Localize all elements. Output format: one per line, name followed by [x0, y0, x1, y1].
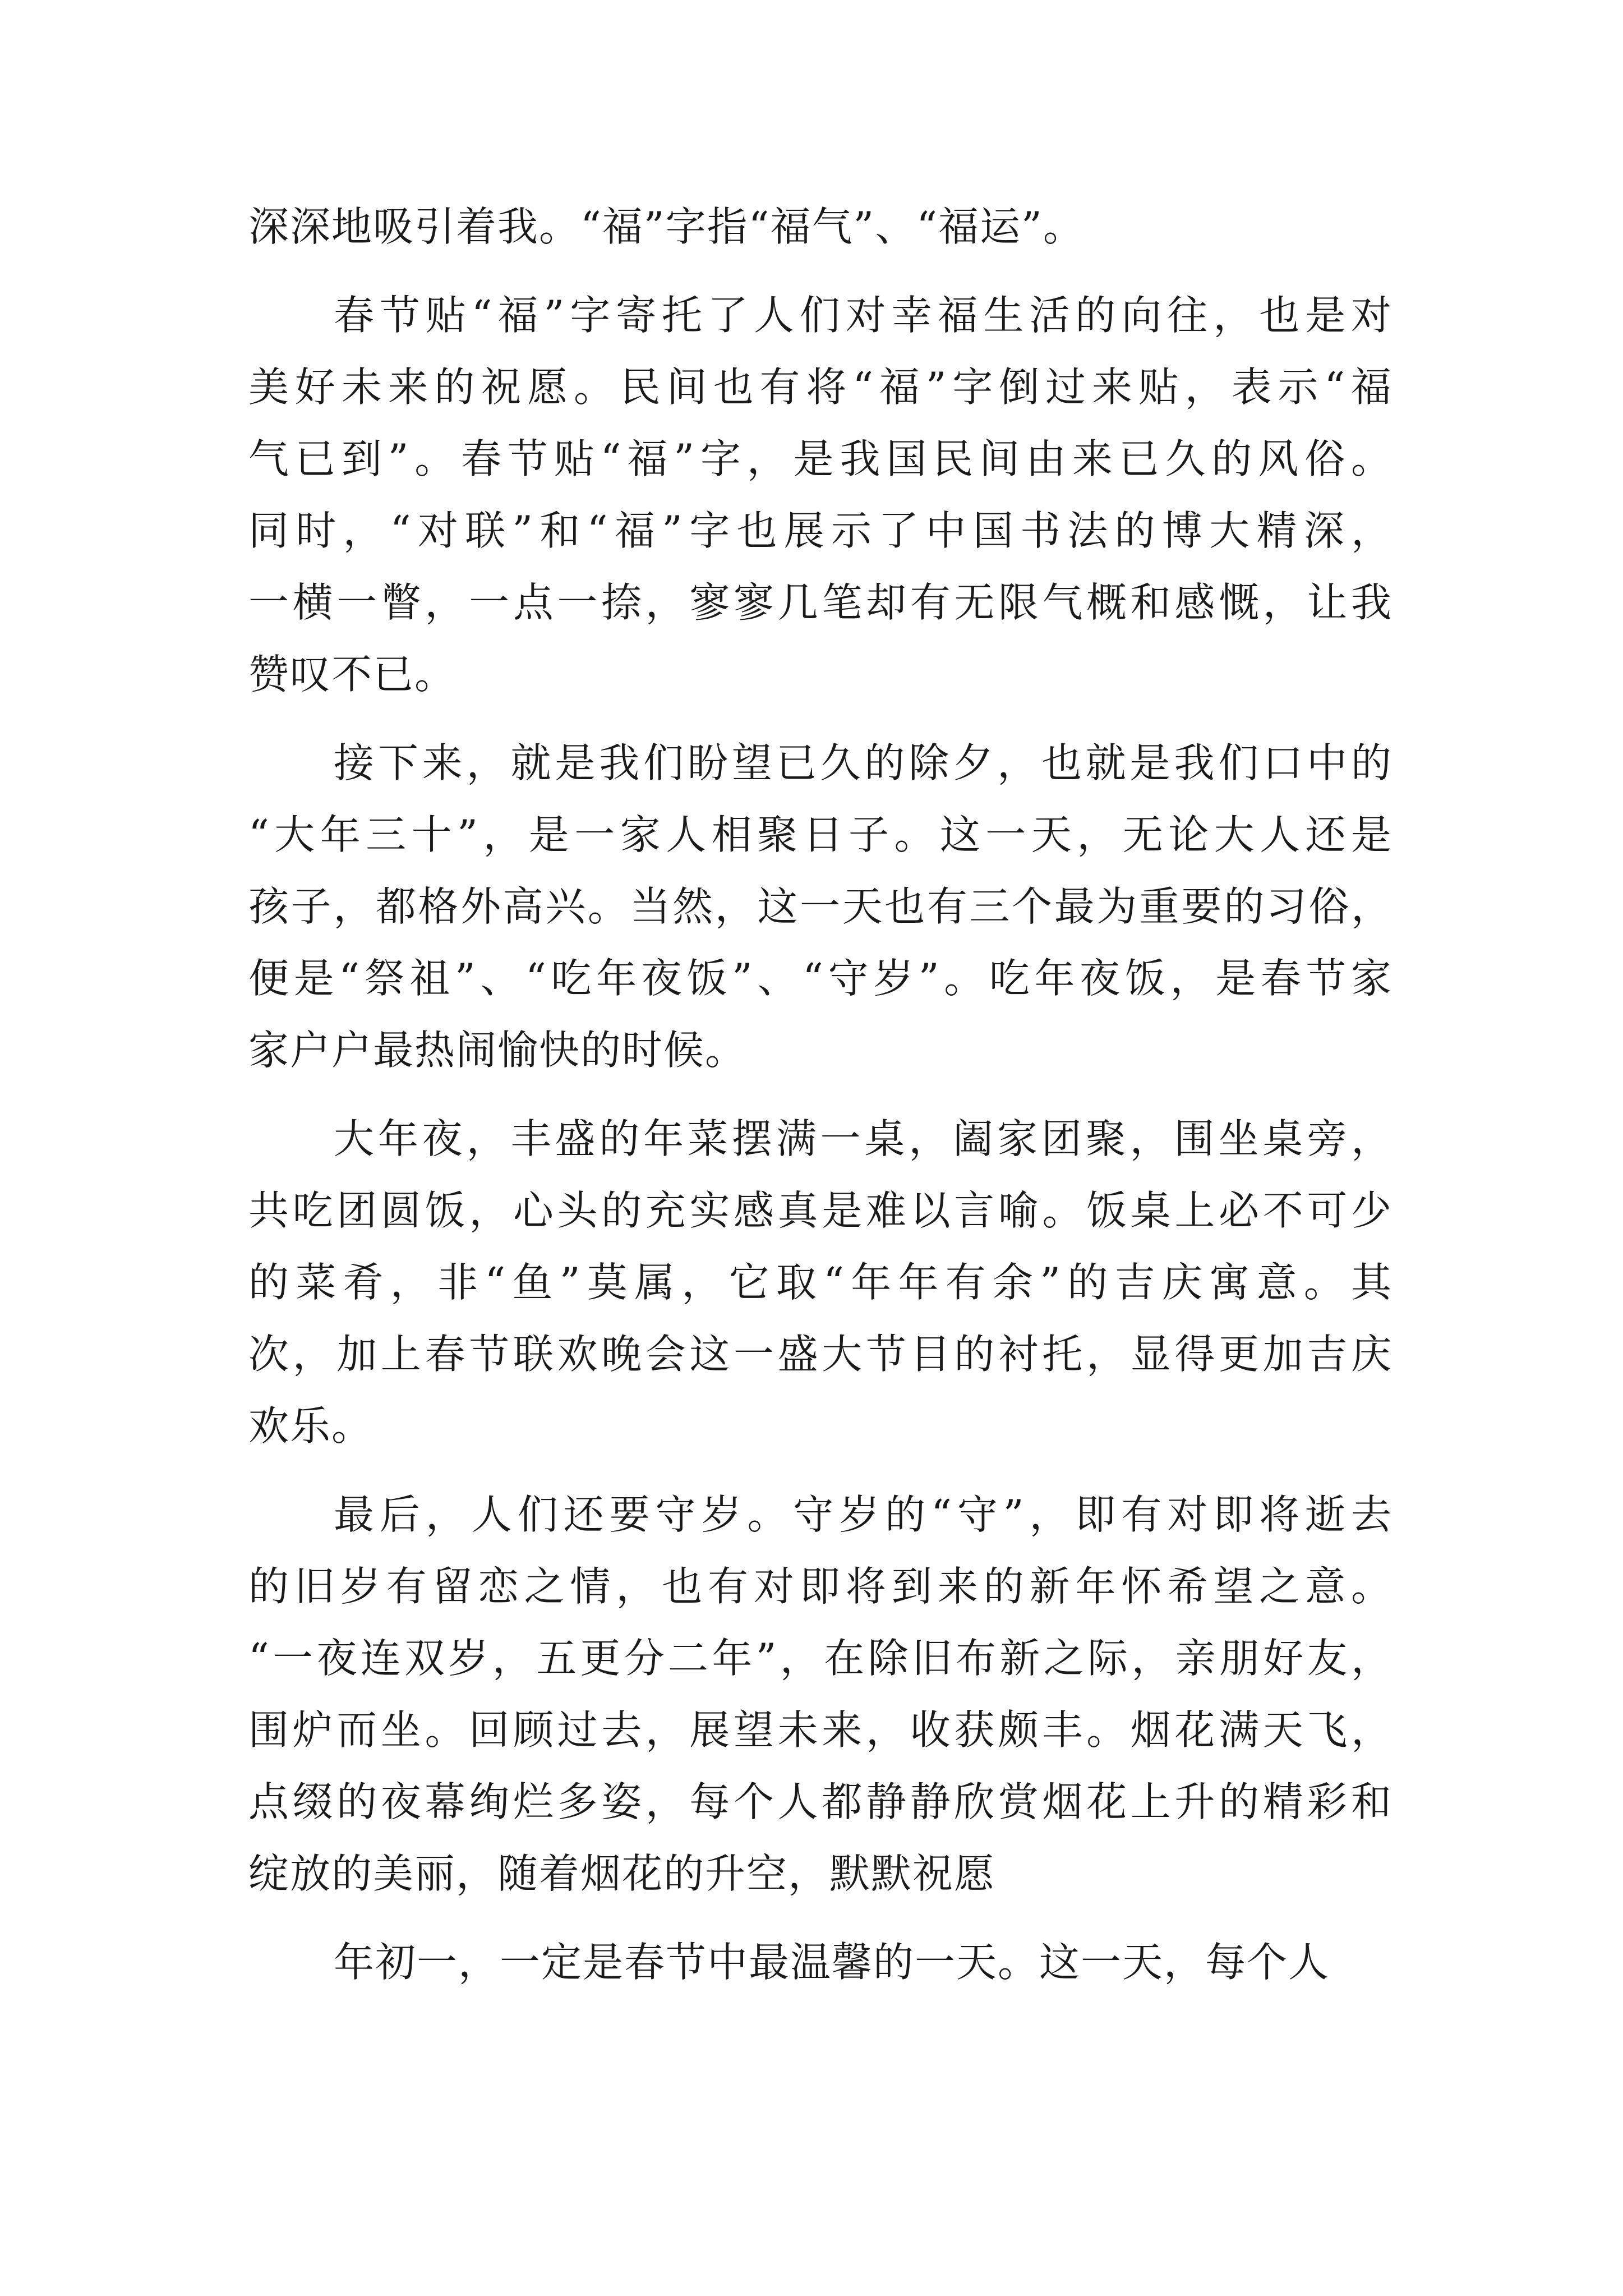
paragraph	[248, 727, 1393, 1086]
paragraph	[248, 191, 1393, 263]
text-line: 赞叹不已。	[248, 651, 457, 698]
text-line: “一夜连双岁，五更分二年”，在除旧布新之际，亲朋好友，	[248, 1635, 1393, 1682]
text-line: 绽放的美丽，随着烟花的升空，默默祝愿	[248, 1850, 996, 1897]
document-body	[248, 191, 1393, 2015]
text-line: 气已到”。春节贴“福”字，是我国民间由来已久的风俗。	[248, 435, 1393, 482]
paragraph	[248, 1926, 1393, 1998]
text-line: 一横一瞥，一点一捺，寥寥几笔却有无限气概和感慨，让我	[248, 579, 1393, 626]
text-line: 接下来，就是我们盼望已久的除夕，也就是我们口中的	[334, 739, 1393, 786]
text-line: 便是“祭祖”、“吃年夜饭”、“守岁”。吃年夜饭，是春节家	[248, 955, 1393, 1002]
text-line: 家户户最热闹愉快的时候。	[248, 1027, 747, 1074]
text-line: 大年夜，丰盛的年菜摆满一桌，阖家团聚，围坐桌旁，	[334, 1115, 1393, 1162]
text-line: 的菜肴，非“鱼”莫属，它取“年年有余”的吉庆寓意。其	[248, 1259, 1393, 1306]
text-line: 最后，人们还要守岁。守岁的“守”，即有对即将逝去	[334, 1491, 1393, 1538]
paragraph	[248, 1479, 1393, 1910]
text-line: 深深地吸引着我。“福”字指“福气”、“福运”。	[248, 203, 1085, 250]
text-line: 同时，“对联”和“福”字也展示了中国书法的博大精深，	[248, 507, 1393, 554]
text-line: 孩子，都格外高兴。当然，这一天也有三个最为重要的习俗，	[248, 883, 1393, 930]
text-line: 欢乐。	[248, 1402, 374, 1450]
text-line: “大年三十”，是一家人相聚日子。这一天，无论大人还是	[248, 811, 1393, 858]
paragraph	[248, 1103, 1393, 1462]
text-line: 美好未来的祝愿。民间也有将“福”字倒过来贴，表示“福	[248, 364, 1393, 411]
text-line: 点缀的夜幕绚烂多姿，每个人都静静欣赏烟花上升的精彩和	[248, 1778, 1393, 1825]
text-line: 共吃团圆饭，心头的充实感真是难以言喻。饭桌上必不可少	[248, 1187, 1393, 1234]
text-line: 春节贴“福”字寄托了人们对幸福生活的向往，也是对	[334, 292, 1393, 339]
paragraph	[248, 279, 1393, 710]
text-line: 的旧岁有留恋之情，也有对即将到来的新年怀希望之意。	[248, 1563, 1393, 1610]
text-line: 围炉而坐。回顾过去，展望未来，收获颇丰。烟花满天飞，	[248, 1706, 1393, 1754]
text-line: 次，加上春节联欢晚会这一盛大节目的衬托，显得更加吉庆	[248, 1331, 1393, 1378]
text-line: 年初一，一定是春节中最温馨的一天。这一天，每个人	[334, 1939, 1330, 1986]
